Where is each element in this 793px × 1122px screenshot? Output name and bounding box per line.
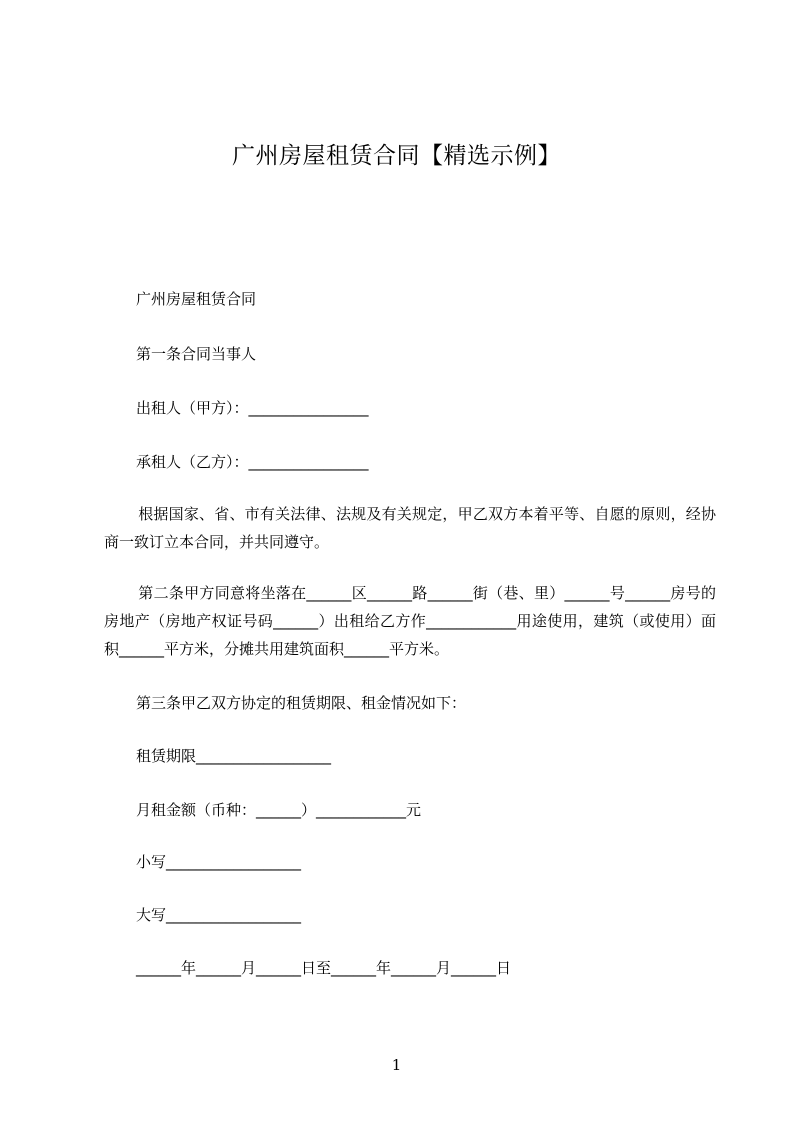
contract-heading: 广州房屋租赁合同 (136, 290, 257, 308)
article-2-paragraph (104, 579, 716, 663)
lease-term-line: 租赁期限__________________ (136, 747, 332, 765)
lowercase-amount-line: 小写__________________ (136, 853, 302, 871)
article-3-heading: 第三条甲乙双方协定的租赁期限、租金情况如下： (136, 694, 467, 712)
page-number: 1 (391, 1056, 402, 1074)
monthly-rent-line: 月租金额（币种：______）____________元 (136, 801, 422, 819)
lessee-line: 承租人（乙方）：________________ (136, 453, 369, 471)
uppercase-amount-line: 大写__________________ (136, 906, 302, 924)
basis-paragraph (104, 500, 716, 556)
lessor-line: 出租人（甲方）：________________ (136, 399, 369, 417)
lease-dates-line: ______年______月______日至______年______月______日 (136, 959, 512, 977)
basis-text: 根据国家、省、市有关法律、法规及有关规定，甲乙双方本着平等、自愿的原则，经协商一致订立本合同，并共同遵守。 (104, 505, 716, 551)
article-1-heading: 第一条合同当事人 (136, 345, 257, 363)
document-title: 广州房屋租赁合同【精选示例】 (232, 143, 561, 169)
article-2-text: 第二条甲方同意将坐落在______区______路______街（巷、里）______号______房号的房地产（房地产权证号码______）出租给乙方作____________用途使用，建筑（或使用）面积______平方米，分摊共用建筑面积______平方米。 (104, 584, 716, 658)
